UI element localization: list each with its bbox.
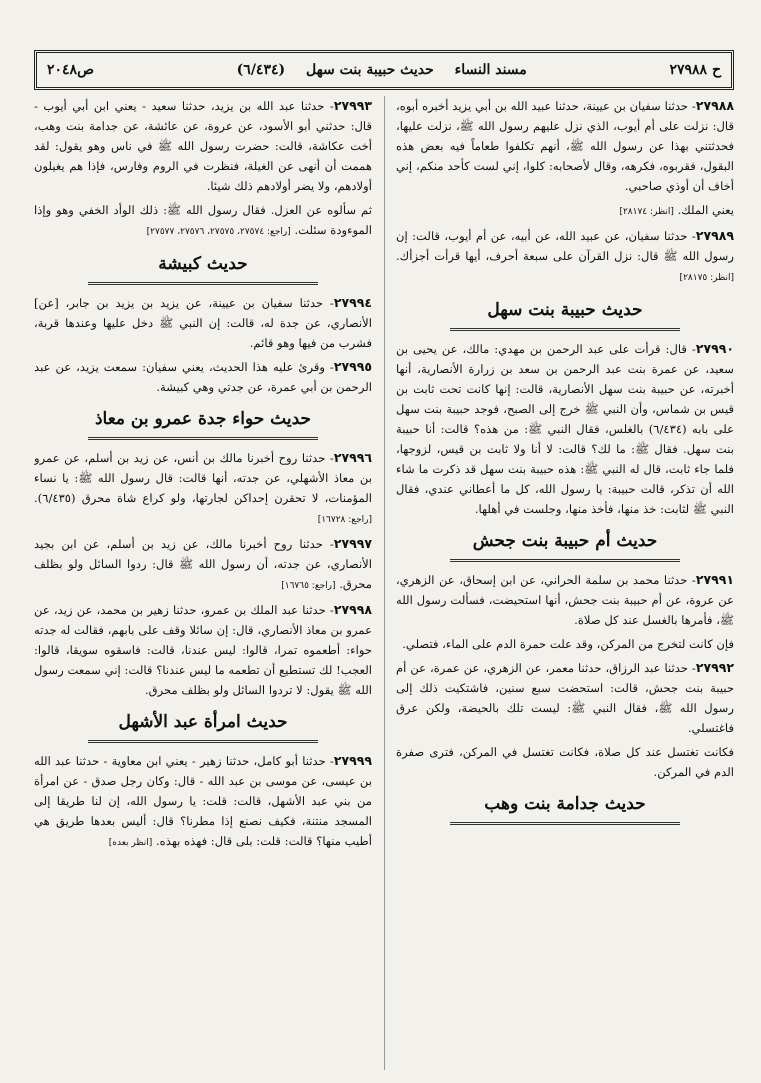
- page-number: ص٢٠٤٨: [47, 62, 95, 78]
- hadith-paragraph: [34, 293, 372, 353]
- hadith-text: - حدثنا عبد الله بن يزيد، حدثنا سعيد - يعني ابن أبي أيوب - قال: حدثني أبو الأسود، عن عروة، عن عائشة، عن جدامة بنت وهب، أخت عكاشة، قالت: حضرت رسول الله ﷺ في ناس وهو يقول: لقد هممت أن أنهى عن الغيلة، فنظرت في الروم وفارس، فإذا هم يغيلون أولادهم، ولا يضر أولادهم ذلك شيئا.: [34, 99, 372, 193]
- column-divider: [384, 96, 385, 1070]
- hadith-paragraph: [34, 534, 372, 596]
- running-header: [34, 50, 734, 90]
- hadith-paragraph: [396, 742, 734, 782]
- header-middle: [94, 62, 669, 78]
- hadith-text: - حدثنا أبو كامل، حدثنا زهير - يعني ابن معاوية - حدثنا عبد الله بن عيسى، عن موسى بن عبد الله - قال: وكان رجل صدق - عن امرأة من بني عبد الأشهل، قالت: قلت: يا رسول الله، إن لنا طريقا إلى المسجد منتنة، فكيف نصنع إذا مطرنا؟ قال: أليس بعدها طريق هي أطيب منها؟ قالت: قلت: بلى قال: فهذه بهذه.: [34, 754, 372, 848]
- hadith-text: ثم سألوه عن العزل. فقال رسول الله ﷺ: ذلك الوأد الخفي وهو وإذا الموءودة سئلت.: [34, 203, 372, 237]
- hadith-number: ٢٧٩٩٤: [333, 295, 372, 310]
- hadith-paragraph: [396, 339, 734, 519]
- hadith-paragraph: [34, 357, 372, 397]
- hadith-text: - حدثنا عبد الرزاق، حدثنا معمر، عن الزهري، عن عمرة، عن أم حبيبة بنت جحش، قالت: استحضت سبع سنين، فاشتكيت ذلك إلى رسول الله ﷺ، فقال النبي ﷺ: ليست تلك بالحيضة، ولكن عرق فاغتسلي.: [396, 661, 734, 735]
- hadith-marker: ح ٢٧٩٨٨: [669, 62, 721, 78]
- section-heading: حديث كبيشة: [88, 254, 318, 285]
- cross-reference: [راجع: ٢٧٥٧٤، ٢٧٥٧٥، ٢٧٥٧٦، ٢٧٥٧٧]: [146, 227, 291, 237]
- hadith-number: ٢٧٩٩٣: [333, 98, 372, 113]
- hadith-paragraph: [396, 96, 734, 196]
- hadith-text: - قال: قرأت على عبد الرحمن بن مهدي: مالك، عن يحيى بن سعيد، عن عمرة بنت عبد الرحمن بن سعد بن زرارة الأنصارية، أنها أخبرته، عن حبيبة بنت سهل الأنصارية، قالت: إنها كانت تحت ثابت بن قيس بن شماس، وأن النبي ﷺ خرج إلى الصبح، فوجد حبيبة بنت سهل على بابه (٦/٤٣٤) بالغلس، فقال النبي ﷺ: من هذه؟ قالت: أنا حبيبة بنت سهل. فقال ﷺ: ما لك؟ قالت: لا أنا ولا ثابت بن قيس، لزوجها، فلما جاء ثابت، قال له النبي ﷺ: هذه حبيبة بنت سهل قد ذكرت ما شاء الله أن تذكر، قالت حبيبة: يا رسول الله، كل ما أعطاني عندي، فقال النبي ﷺ لثابت: خذ منها، فأخذ منها، وجلست في أهلها.: [396, 342, 734, 516]
- hadith-number: ٢٧٩٩٥: [333, 359, 372, 374]
- hadith-text: - وقرئ عليه هذا الحديث، يعني سفيان: سمعت يزيد، عن عبد الرحمن بن أبي عمرة، عن جدتي وهي كبيشة.: [34, 360, 372, 394]
- hadith-text: - حدثنا سفيان، عن عبيد الله، عن أبيه، عن أم أيوب، قالت: إن رسول الله ﷺ قال: نزل القرآن على سبعة أحرف، أيها قرأت أجزأك.: [396, 229, 734, 263]
- hadith-paragraph: [396, 226, 734, 288]
- hadith-text: - حدثنا سفيان بن عيينة، حدثنا عبيد الله بن أبي يزيد أخبره أبوه، قال: نزلت على أم أيوب، الذي نزل عليهم رسول الله ﷺ، نزلت عليها، فحدثتني بهذا عن رسول الله ﷺ، أنهم تكلفوا طعاماً فيه بعض هذه البقول، فقربوه، فكرهه، وقال لأصحابه: كلوا، إني لست كأحد منكم، إني أخاف أن أوذي صاحبي.: [396, 99, 734, 193]
- hadith-text: فإن كانت لتخرج من المركن، وقد علت حمرة الدم على الماء، فتصلي.: [402, 637, 734, 651]
- section-heading: حديث امرأة عبد الأشهل: [88, 712, 318, 743]
- cross-reference: [راجع: ١٦٧٢٨]: [317, 515, 372, 525]
- hadith-text: - حدثنا محمد بن سلمة الحراني، عن ابن إسحاق، عن الزهري، عن عروة، عن أم حبيبة بنت جحش، أنها استحيضت، فسألت رسول الله ﷺ، فأمرها بالغسل عند كل صلاة.: [396, 573, 734, 627]
- volume-ref: (٦/٤٣٤): [236, 62, 286, 78]
- book-title: مسند النساء: [454, 62, 527, 78]
- section-heading: حديث أم حبيبة بنت جحش: [450, 531, 680, 562]
- book-page: [34, 50, 734, 1070]
- hadith-number: ٢٧٩٨٩: [695, 228, 734, 243]
- chapter-title: حديث حبيبة بنت سهل: [306, 62, 434, 78]
- hadith-number: ٢٧٩٩٧: [333, 536, 372, 551]
- hadith-text: يعني الملك.: [677, 203, 734, 217]
- hadith-text: فكانت تغتسل عند كل صلاة، فكانت تغتسل في المركن، فترى صفرة الدم في المركن.: [396, 745, 734, 779]
- hadith-paragraph: [396, 200, 734, 222]
- section-heading: حديث حبيبة بنت سهل: [450, 300, 680, 331]
- right-column: [396, 96, 734, 1070]
- hadith-number: ٢٧٩٩٨: [333, 602, 372, 617]
- hadith-text: - حدثنا عبد الملك بن عمرو، حدثنا زهير بن محمد، عن زيد، عن عمرو بن معاذ الأنصاري، قال: إن سائلا وقف على بابهم، فقالت له جدته حواء: أطعموه تمرا، قالوا: ليس عندنا، قالت: فاسقوه سويقا، قالوا: العجب! لك تستطيع أن تطعمه ما ليس عندنا؟ قالت: إني سمعت رسول الله ﷺ يقول: لا تردوا السائل ولو بظلف محرق.: [34, 603, 372, 697]
- hadith-text: - حدثنا روح أخبرنا مالك، عن زيد بن أسلم، عن ابن بجيد الأنصاري، عن جدته، أن رسول الله ﷺ قال: ردوا السائل ولو بظلف محرق.: [34, 537, 372, 591]
- left-column: [34, 96, 372, 1070]
- hadith-paragraph: [34, 751, 372, 853]
- cross-reference: [راجع: ١٦٧٦٥]: [281, 581, 336, 591]
- section-heading: حديث جدامة بنت وهب: [450, 794, 680, 825]
- hadith-paragraph: [396, 570, 734, 630]
- hadith-paragraph: [34, 448, 372, 530]
- hadith-number: ٢٧٩٩٠: [695, 341, 734, 356]
- cross-reference: [انظر: ٢٨١٧٤]: [619, 207, 674, 217]
- hadith-number: ٢٧٩٩٢: [695, 660, 734, 675]
- hadith-number: ٢٧٩٩٦: [333, 450, 372, 465]
- section-heading: حديث حواء جدة عمرو بن معاذ: [88, 409, 318, 440]
- hadith-text: - حدثنا سفيان بن عيينة، عن يزيد بن يزيد بن جابر، [عن] الأنصاري، عن جدة له، قالت: إن النبي ﷺ دخل عليها وعندها قربة، فشرب من فيها وهو قائم.: [34, 296, 372, 350]
- hadith-paragraph: [34, 600, 372, 700]
- hadith-paragraph: [34, 200, 372, 242]
- cross-reference: [انظر: ٢٨١٧٥]: [679, 273, 734, 283]
- hadith-number: ٢٧٩٩٩: [333, 753, 372, 768]
- cross-reference: [انظر بعده]: [108, 838, 153, 848]
- hadith-paragraph: [396, 634, 734, 654]
- hadith-number: ٢٧٩٩١: [695, 572, 734, 587]
- hadith-paragraph: [396, 658, 734, 738]
- hadith-paragraph: [34, 96, 372, 196]
- hadith-text: - حدثنا روح أخبرنا مالك بن أنس، عن زيد بن أسلم، عن عمرو بن معاذ الأشهلي، عن جدته، أنها قالت: قال رسول الله ﷺ: يا نساء المؤمنات، لا تحقرن إحداكن لجارتها، ولو كراع شاة محرق (٦/٤٣٥).: [34, 451, 372, 505]
- hadith-number: ٢٧٩٨٨: [695, 98, 734, 113]
